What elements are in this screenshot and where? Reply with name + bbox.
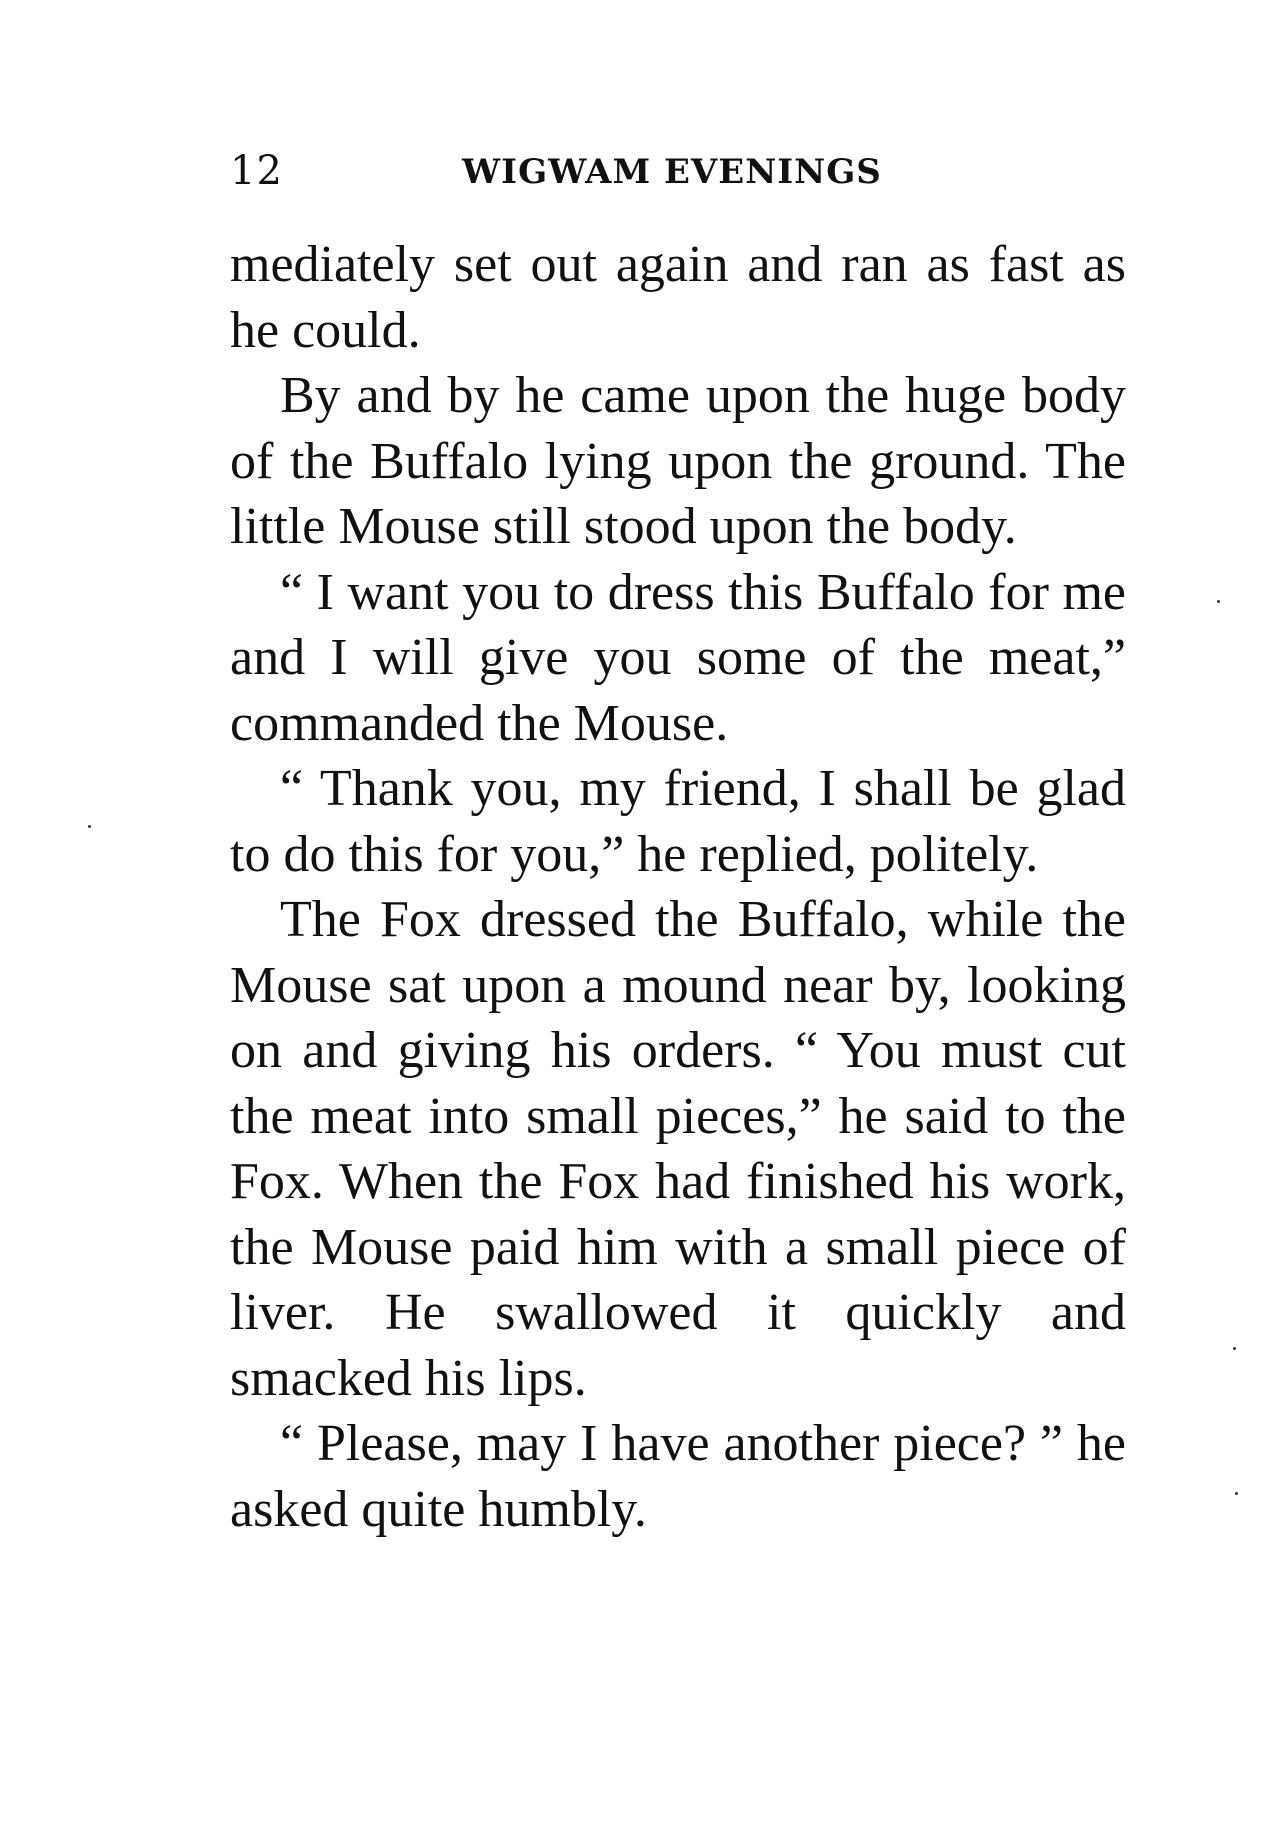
paragraph-mouse-command: “ I want you to dress this Buffalo for me and I will give you some of the meat,” commanded the Mouse. — [230, 563, 1126, 752]
scan-speck — [1217, 600, 1220, 603]
running-head — [230, 146, 1130, 196]
body-text — [230, 232, 1126, 1542]
paragraph-buffalo-body: By and by he came upon the huge body of the Buffalo lying upon the ground. The little Mouse still stood upon the body. — [230, 367, 1126, 555]
paragraph-fox-dresses-buffalo: The Fox dressed the Buffalo, while the Mouse sat upon a mound near by, looking on and giving his orders. “ You must cut the meat into small pieces,” he said to the Fox. When the Fox had finished his work, the Mouse paid him with a small piece of liver. He swallowed it quickly and smacked his lips. — [230, 891, 1126, 1407]
paragraph-continuation: mediately set out again and ran as fast as he could. — [230, 236, 1126, 359]
paragraph-fox-asks: “ Please, may I have another piece? ” he asked quite humbly. — [230, 1415, 1126, 1538]
running-title: WIGWAM EVENINGS — [462, 152, 882, 192]
scan-speck — [1233, 1347, 1236, 1350]
page-number: 12 — [230, 148, 283, 194]
scan-speck — [88, 825, 91, 828]
paragraph-fox-reply: “ Thank you, my friend, I shall be glad to do this for you,” he replied, politely. — [230, 760, 1126, 883]
scan-speck — [1235, 1492, 1238, 1495]
